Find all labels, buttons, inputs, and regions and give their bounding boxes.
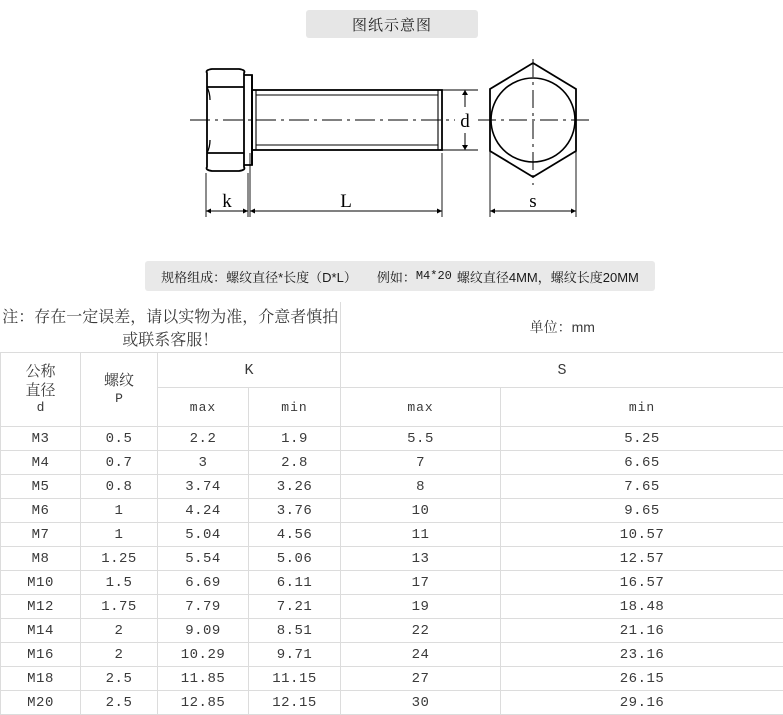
table-note-row	[1, 302, 783, 353]
cell-s_max: 19	[341, 595, 501, 619]
unit-label: 单位：mm	[341, 302, 783, 353]
dimension-label-s: s	[529, 191, 536, 212]
cell-s_min: 9.65	[501, 499, 783, 523]
bolt-technical-drawing	[0, 45, 783, 240]
cell-s_max: 22	[341, 619, 501, 643]
table-row	[1, 643, 783, 667]
cell-s_max: 10	[341, 499, 501, 523]
cell-s_max: 27	[341, 667, 501, 691]
cell-s_max: 5.5	[341, 427, 501, 451]
cell-p: 2	[81, 619, 158, 643]
cell-d: M8	[1, 547, 81, 571]
cell-k_min: 9.71	[249, 643, 341, 667]
cell-k_min: 6.11	[249, 571, 341, 595]
cell-s_min: 23.16	[501, 643, 783, 667]
cell-s_min: 5.25	[501, 427, 783, 451]
header-group-k: K	[158, 353, 341, 388]
table-row	[1, 547, 783, 571]
cell-p: 2	[81, 643, 158, 667]
cell-k_max: 3	[158, 451, 249, 475]
specification-format-chip	[145, 261, 655, 291]
header-s-min: min	[501, 388, 783, 427]
header-nominal-diameter-line2: 直径	[1, 382, 80, 400]
cell-s_min: 21.16	[501, 619, 783, 643]
cell-k_max: 6.69	[158, 571, 249, 595]
cell-k_max: 4.24	[158, 499, 249, 523]
cell-k_max: 2.2	[158, 427, 249, 451]
cell-p: 1.75	[81, 595, 158, 619]
header-thread-pitch-line1: 螺纹	[81, 372, 157, 390]
header-s-max: max	[341, 388, 501, 427]
cell-p: 2.5	[81, 691, 158, 715]
dimension-label-d: d	[460, 111, 470, 132]
table-row	[1, 523, 783, 547]
cell-k_min: 4.56	[249, 523, 341, 547]
cell-d: M5	[1, 475, 81, 499]
cell-d: M16	[1, 643, 81, 667]
cell-k_min: 5.06	[249, 547, 341, 571]
cell-p: 0.7	[81, 451, 158, 475]
cell-k_max: 9.09	[158, 619, 249, 643]
cell-k_min: 3.26	[249, 475, 341, 499]
disclaimer-note: 注：存在一定误差，请以实物为准，介意者慎拍或联系客服！	[1, 302, 341, 353]
cell-d: M6	[1, 499, 81, 523]
cell-s_min: 6.65	[501, 451, 783, 475]
table-row	[1, 451, 783, 475]
cell-p: 2.5	[81, 667, 158, 691]
cell-k_max: 12.85	[158, 691, 249, 715]
cell-s_max: 8	[341, 475, 501, 499]
header-k-min: min	[249, 388, 341, 427]
cell-s_max: 30	[341, 691, 501, 715]
cell-s_min: 16.57	[501, 571, 783, 595]
spec-composition-label: 规格组成：螺纹直径*长度（D*L）	[161, 267, 357, 286]
table-row	[1, 619, 783, 643]
table-row	[1, 427, 783, 451]
drawing-title-chip	[306, 10, 478, 38]
cell-s_max: 17	[341, 571, 501, 595]
cell-k_min: 11.15	[249, 667, 341, 691]
bolt-drawing-svg	[0, 45, 783, 240]
cell-k_max: 5.54	[158, 547, 249, 571]
cell-d: M4	[1, 451, 81, 475]
cell-k_min: 8.51	[249, 619, 341, 643]
header-thread-pitch-symbol: P	[81, 391, 157, 407]
cell-d: M12	[1, 595, 81, 619]
cell-s_max: 7	[341, 451, 501, 475]
cell-s_max: 11	[341, 523, 501, 547]
cell-d: M3	[1, 427, 81, 451]
cell-p: 1.25	[81, 547, 158, 571]
table-row	[1, 499, 783, 523]
cell-s_min: 18.48	[501, 595, 783, 619]
cell-k_min: 2.8	[249, 451, 341, 475]
cell-k_max: 5.04	[158, 523, 249, 547]
cell-p: 0.8	[81, 475, 158, 499]
spec-example-code: M4*20	[416, 269, 452, 283]
header-k-max: max	[158, 388, 249, 427]
cell-p: 1.5	[81, 571, 158, 595]
table-row	[1, 571, 783, 595]
cell-k_max: 11.85	[158, 667, 249, 691]
cell-s_max: 24	[341, 643, 501, 667]
header-group-s: S	[341, 353, 783, 388]
cell-k_max: 3.74	[158, 475, 249, 499]
cell-s_min: 10.57	[501, 523, 783, 547]
cell-d: M18	[1, 667, 81, 691]
cell-s_min: 12.57	[501, 547, 783, 571]
cell-s_min: 29.16	[501, 691, 783, 715]
cell-d: M20	[1, 691, 81, 715]
table-row	[1, 667, 783, 691]
cell-k_min: 12.15	[249, 691, 341, 715]
cell-k_max: 10.29	[158, 643, 249, 667]
dimension-label-L: L	[340, 191, 352, 212]
cell-s_min: 26.15	[501, 667, 783, 691]
table-row	[1, 595, 783, 619]
cell-s_min: 7.65	[501, 475, 783, 499]
spec-example-label: 例如：	[377, 267, 416, 286]
table-header-group-row	[1, 353, 783, 388]
dimension-label-k: k	[222, 191, 232, 212]
header-nominal-diameter	[1, 353, 81, 427]
spec-example-description: 螺纹直径4MM，螺纹长度20MM	[457, 267, 639, 286]
table-row	[1, 691, 783, 715]
cell-p: 1	[81, 499, 158, 523]
table-body	[1, 427, 783, 715]
drawing-title-label: 图纸示意图	[352, 14, 432, 35]
cell-p: 1	[81, 523, 158, 547]
cell-d: M7	[1, 523, 81, 547]
cell-k_min: 3.76	[249, 499, 341, 523]
cell-k_min: 7.21	[249, 595, 341, 619]
table-row	[1, 475, 783, 499]
header-nominal-diameter-line1: 公称	[1, 363, 80, 381]
cell-s_max: 13	[341, 547, 501, 571]
cell-p: 0.5	[81, 427, 158, 451]
cell-d: M10	[1, 571, 81, 595]
header-nominal-diameter-symbol: d	[1, 400, 80, 416]
header-thread-pitch	[81, 353, 158, 427]
cell-k_max: 7.79	[158, 595, 249, 619]
cell-k_min: 1.9	[249, 427, 341, 451]
cell-d: M14	[1, 619, 81, 643]
bolt-dimensions-table	[0, 302, 783, 715]
